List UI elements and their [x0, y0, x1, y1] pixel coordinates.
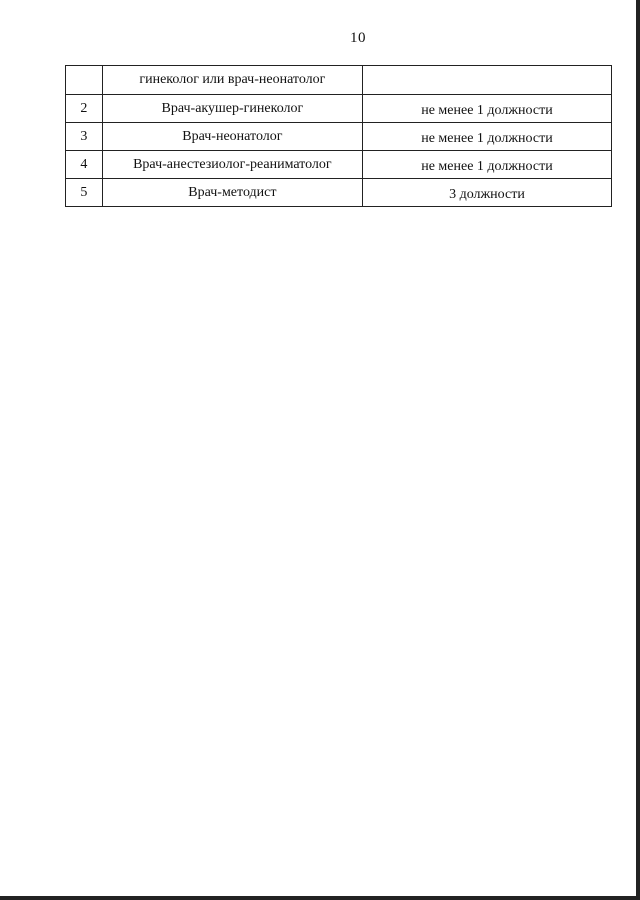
position-count: [362, 151, 611, 179]
position-name: гинеколог или врач-неонатолог: [102, 66, 362, 95]
row-number: 5: [66, 179, 103, 207]
position-count: [362, 95, 611, 123]
row-number: 3: [66, 123, 103, 151]
table-row: [66, 123, 612, 151]
position-count-text: не менее 1 должности: [421, 158, 553, 174]
position-count-text: не менее 1 должности: [421, 130, 553, 146]
scan-edge-right: [636, 0, 640, 900]
table-row: [66, 95, 612, 123]
table-row: [66, 179, 612, 207]
position-name: Врач-методист: [102, 179, 362, 207]
position-name: Врач-анестезиолог-реаниматолог: [102, 151, 362, 179]
position-name: Врач-акушер-гинеколог: [102, 95, 362, 123]
scan-edge-bottom: [0, 896, 640, 900]
table-row: [66, 151, 612, 179]
row-number: [66, 66, 103, 95]
table-row: [66, 66, 612, 95]
position-count-text: не менее 1 должности: [421, 102, 553, 118]
position-count-text: 3 должности: [449, 186, 525, 202]
position-count: [362, 66, 611, 95]
row-number: 4: [66, 151, 103, 179]
position-count: [362, 179, 611, 207]
position-count: [362, 123, 611, 151]
page-number: 10: [350, 30, 366, 46]
row-number: 2: [66, 95, 103, 123]
staff-table: [65, 65, 612, 207]
position-name: Врач-неонатолог: [102, 123, 362, 151]
